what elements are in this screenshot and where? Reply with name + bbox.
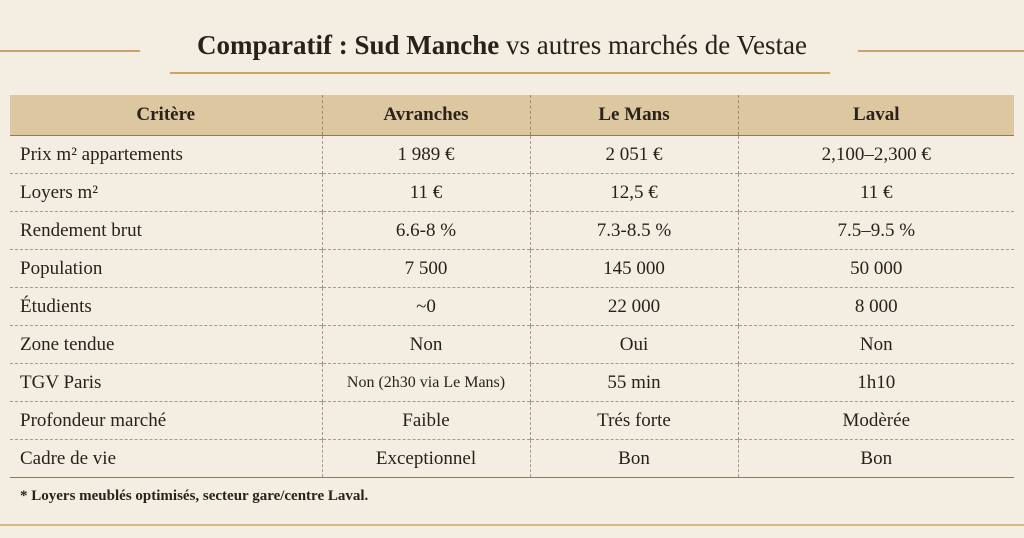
cell-laval: Modèrée xyxy=(738,402,1014,440)
cell-le-mans: Bon xyxy=(530,440,738,478)
header-row xyxy=(10,95,1014,136)
title-rule-left xyxy=(0,50,140,52)
row-label: Prix m² appartements xyxy=(10,136,322,174)
cell-laval: 7.5–9.5 % xyxy=(738,212,1014,250)
cell-laval: 50 000 xyxy=(738,250,1014,288)
header-avranches: Avranches xyxy=(322,95,530,136)
cell-laval: Non xyxy=(738,326,1014,364)
row-label: Étudients xyxy=(10,288,322,326)
cell-laval: 1h10 xyxy=(738,364,1014,402)
cell-le-mans: 55 min xyxy=(530,364,738,402)
table-row xyxy=(10,250,1014,288)
row-label: Loyers m² xyxy=(10,174,322,212)
row-label: Cadre de vie xyxy=(10,440,322,478)
table-row xyxy=(10,174,1014,212)
cell-avranches: 11 € xyxy=(322,174,530,212)
footnote: * Loyers meublés optimisés, secteur gare/centre Laval. xyxy=(20,488,369,504)
table-row xyxy=(10,212,1014,250)
cell-avranches: 6.6-8 % xyxy=(322,212,530,250)
row-label: Profondeur marché xyxy=(10,402,322,440)
row-label: Population xyxy=(10,250,322,288)
cell-laval: Bon xyxy=(738,440,1014,478)
cell-laval: 8 000 xyxy=(738,288,1014,326)
table-row xyxy=(10,440,1014,478)
cell-le-mans: 145 000 xyxy=(530,250,738,288)
cell-avranches: 7 500 xyxy=(322,250,530,288)
row-label: Zone tendue xyxy=(10,326,322,364)
title-rest: vs autres marchés de Vestae xyxy=(499,30,807,60)
cell-laval: 2,100–2,300 € xyxy=(738,136,1014,174)
table-row xyxy=(10,288,1014,326)
title-area xyxy=(0,22,1024,78)
row-label: TGV Paris xyxy=(10,364,322,402)
table-row xyxy=(10,402,1014,440)
table-row xyxy=(10,136,1014,174)
cell-avranches: Non (2h30 via Le Mans) xyxy=(322,364,530,402)
title-rule-right xyxy=(858,50,1024,52)
table-row xyxy=(10,364,1014,402)
bottom-rule xyxy=(0,524,1024,526)
cell-avranches: ~0 xyxy=(322,288,530,326)
cell-le-mans: Oui xyxy=(530,326,738,364)
cell-le-mans: 2 051 € xyxy=(530,136,738,174)
comparison-table xyxy=(10,95,1014,478)
cell-avranches: 1 989 € xyxy=(322,136,530,174)
header-criterion: Critère xyxy=(10,95,322,136)
cell-le-mans: 22 000 xyxy=(530,288,738,326)
cell-avranches: Non xyxy=(322,326,530,364)
title-bold: Comparatif : Sud Manche xyxy=(197,30,500,60)
header-laval: Laval xyxy=(738,95,1014,136)
page-title xyxy=(152,30,852,61)
cell-avranches: Exceptionnel xyxy=(322,440,530,478)
cell-laval: 11 € xyxy=(738,174,1014,212)
cell-avranches: Faible xyxy=(322,402,530,440)
cell-le-mans: Trés forte xyxy=(530,402,738,440)
row-label: Rendement brut xyxy=(10,212,322,250)
header-le-mans: Le Mans xyxy=(530,95,738,136)
table-row xyxy=(10,326,1014,364)
cell-le-mans: 12,5 € xyxy=(530,174,738,212)
cell-le-mans: 7.3-8.5 % xyxy=(530,212,738,250)
title-underline xyxy=(170,72,830,74)
